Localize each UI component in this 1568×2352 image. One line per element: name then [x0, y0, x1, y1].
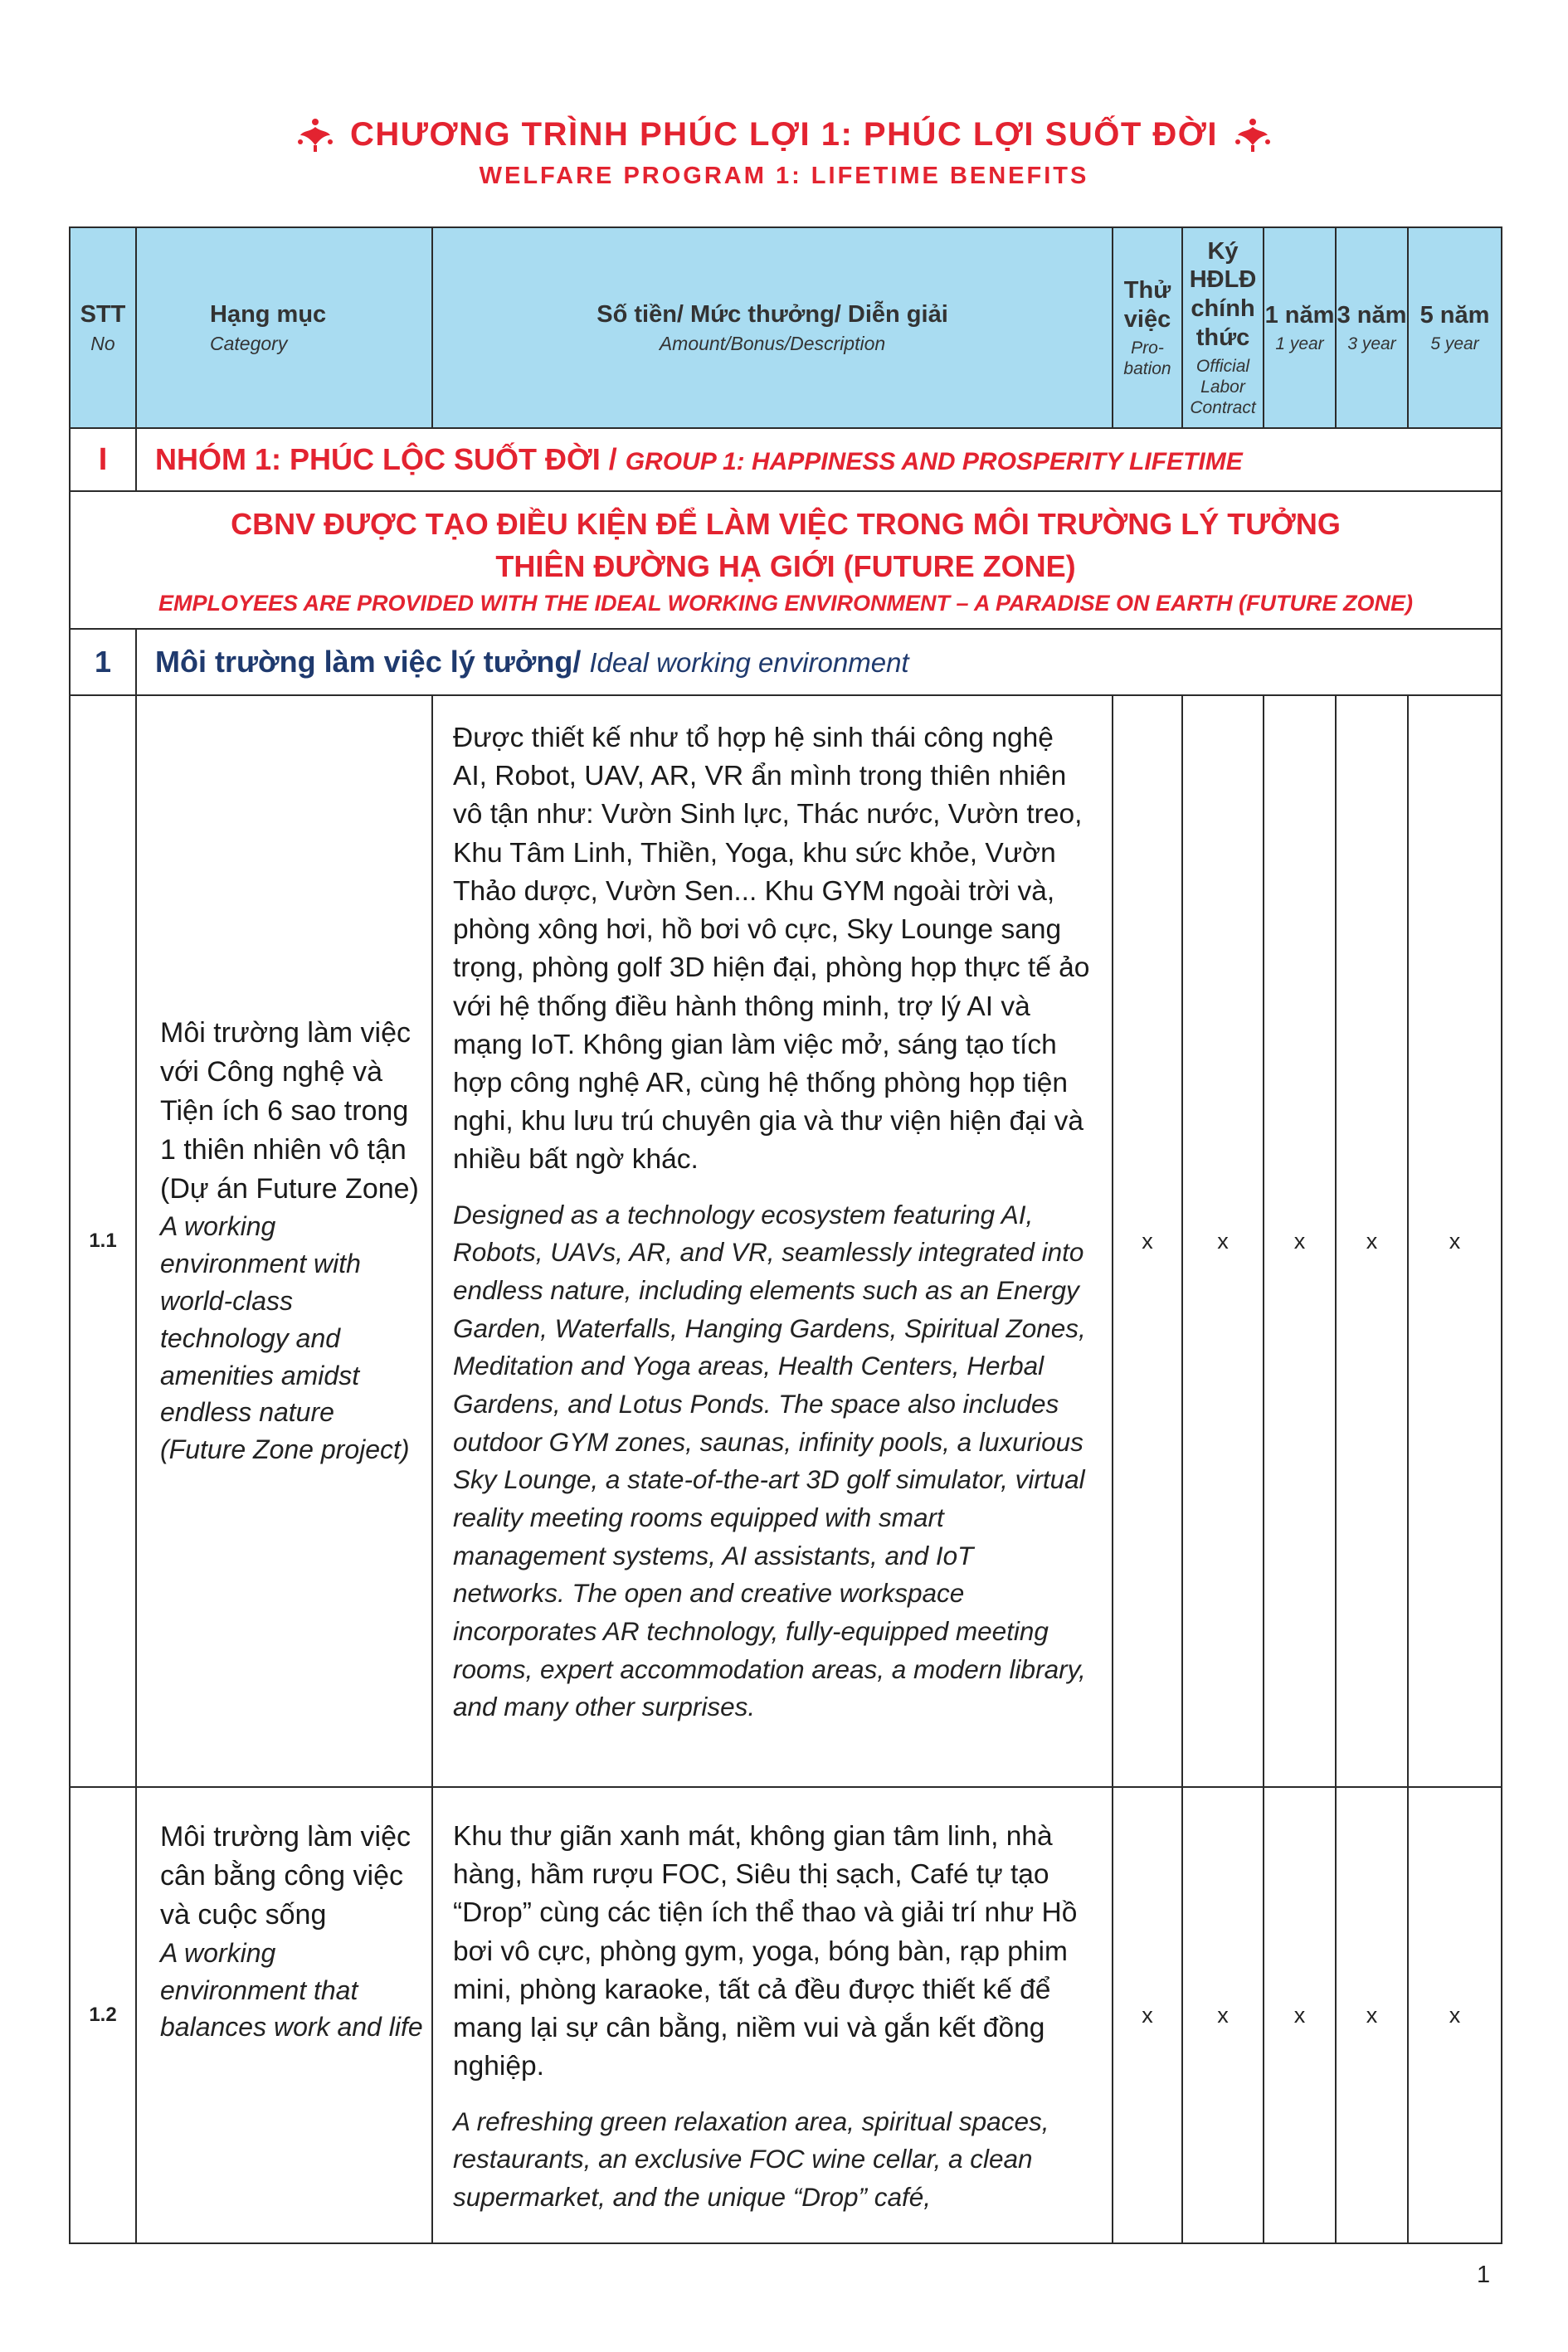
col-contract: Ký HĐLĐ chính thức Official Labor Contract	[1182, 227, 1264, 428]
table-row	[70, 1787, 1502, 2243]
table-row	[70, 695, 1502, 1787]
title-block	[0, 116, 1568, 190]
benefits-table	[69, 226, 1502, 2244]
col-stt: STT No	[70, 227, 136, 428]
probation-mark: x	[1113, 695, 1182, 1787]
col-probation: Thử việc Pro-bation	[1113, 227, 1182, 428]
year-3-mark: x	[1336, 1787, 1408, 2243]
col-5-year: 5 năm 5 year	[1408, 227, 1502, 428]
banner-line-1: CBNV ĐƯỢC TẠO ĐIỀU KIỆN ĐỂ LÀM VIỆC TRONG MÔI TRƯỜNG LÝ TƯỞNG	[231, 507, 1341, 542]
year-1-mark: x	[1264, 695, 1336, 1787]
col-3-year: 3 năm 3 year	[1336, 227, 1408, 428]
year-5-mark: x	[1408, 695, 1502, 1787]
fleur-ornament-icon	[295, 117, 335, 153]
year-1-mark: x	[1264, 1787, 1336, 2243]
banner-english: EMPLOYEES ARE PROVIDED WITH THE IDEAL WORKING ENVIRONMENT – A PARADISE ON EARTH (FUTURE ZONE)	[158, 590, 1414, 616]
program-title	[295, 116, 1273, 153]
item-category: Môi trường làm việc cân bằng công việc và cuộc sống A working environment that balances work and life	[136, 1787, 432, 2243]
section-title: Môi trường làm việc lý tưởng/ Ideal working environment	[136, 629, 1502, 695]
contract-mark: x	[1182, 1787, 1264, 2243]
item-number: 1.2	[70, 1787, 136, 2243]
banner-row	[70, 491, 1502, 629]
header-row	[70, 227, 1502, 428]
item-description: Khu thư giãn xanh mát, không gian tâm linh, nhà hàng, hầm rượu FOC, Siêu thị sạch, Café tự tạo “Drop” cùng các tiện ích thể thao và giải trí như Hồ bơi vô cực, phòng gym, yoga, bóng bàn, rạp phim mini, phòng karaoke, tất cả đều được thiết kế để mang lại sự cân bằng, niềm vui và gắn kết đồng nghiệp. A refreshing green relaxation area, spiritual spaces, restaurants, an exclusive FOC wine cellar, a clean supermarket, and the unique “Drop” café,	[432, 1787, 1113, 2243]
item-description: Được thiết kế như tổ hợp hệ sinh thái công nghệ AI, Robot, UAV, AR, VR ẩn mình trong thiên nhiên vô tận như: Vườn Sinh lực, Thác nước, Vườn treo, Khu Tâm Linh, Thiền, Yoga, khu sức khỏe, Vườn Thảo dược, Vườn Sen... Khu GYM ngoài trời và, phòng xông hơi, hồ bơi vô cực, Sky Lounge sang trọng, phòng golf 3D hiện đại, phòng họp thực tế ảo với hệ thống điều hành thông minh, trợ lý AI và mạng IoT. Không gian làm việc mở, sáng tạo tích hợp công nghệ AR, cùng hệ thống phòng họp tiện nghi, khu lưu trú chuyên gia và thư viện hiện đại và nhiều bất ngờ khác. Designed as a technology ecosystem featuring AI, Robots, UAVs, AR, and VR, seamlessly integrated into endless nature, including elements such as an Energy Garden, Waterfalls, Hanging Gardens, Spiritual Zones, Meditation and Yoga areas, Health Centers, Herbal Gardens, and Lotus Ponds. The space also includes outdoor GYM zones, saunas, infinity pools, a luxurious Sky Lounge, a state-of-the-art 3D golf simulator, virtual reality meeting rooms equipped with smart management systems, AI assistants, and IoT networks. The open and creative workspace incorporates AR technology, fully-equipped meeting rooms, expert accommodation areas, a modern library, and many other surprises.	[432, 695, 1113, 1787]
year-5-mark: x	[1408, 1787, 1502, 2243]
item-category: Môi trường làm việc với Công nghệ và Tiện ích 6 sao trong 1 thiên nhiên vô tận (Dự án Future Zone) A working environment with world-class technology and amenities amidst endless nature (Future Zone project)	[136, 695, 432, 1787]
banner-line-2: THIÊN ĐƯỜNG HẠ GIỚI (FUTURE ZONE)	[495, 548, 1076, 583]
col-1-year: 1 năm 1 year	[1264, 227, 1336, 428]
item-number: 1.1	[70, 695, 136, 1787]
section-number: 1	[70, 629, 136, 695]
probation-mark: x	[1113, 1787, 1182, 2243]
banner-cell	[70, 491, 1502, 629]
program-title-vi: CHƯƠNG TRÌNH PHÚC LỢI 1: PHÚC LỢI SUỐT ĐỜI	[349, 116, 1218, 153]
group-title: NHÓM 1: PHÚC LỘC SUỐT ĐỜI / GROUP 1: HAPPINESS AND PROSPERITY LIFETIME	[136, 428, 1502, 491]
group-row	[70, 428, 1502, 491]
year-3-mark: x	[1336, 695, 1408, 1787]
col-category: Hạng mục Category	[136, 227, 432, 428]
group-number: I	[70, 428, 136, 491]
fleur-ornament-icon	[1233, 117, 1273, 153]
col-amount: Số tiền/ Mức thưởng/ Diễn giải Amount/Bonus/Description	[432, 227, 1113, 428]
page-number: 1	[1477, 2262, 1491, 2288]
program-title-en: WELFARE PROGRAM 1: LIFETIME BENEFITS	[479, 162, 1089, 189]
contract-mark: x	[1182, 695, 1264, 1787]
section-row	[70, 629, 1502, 695]
